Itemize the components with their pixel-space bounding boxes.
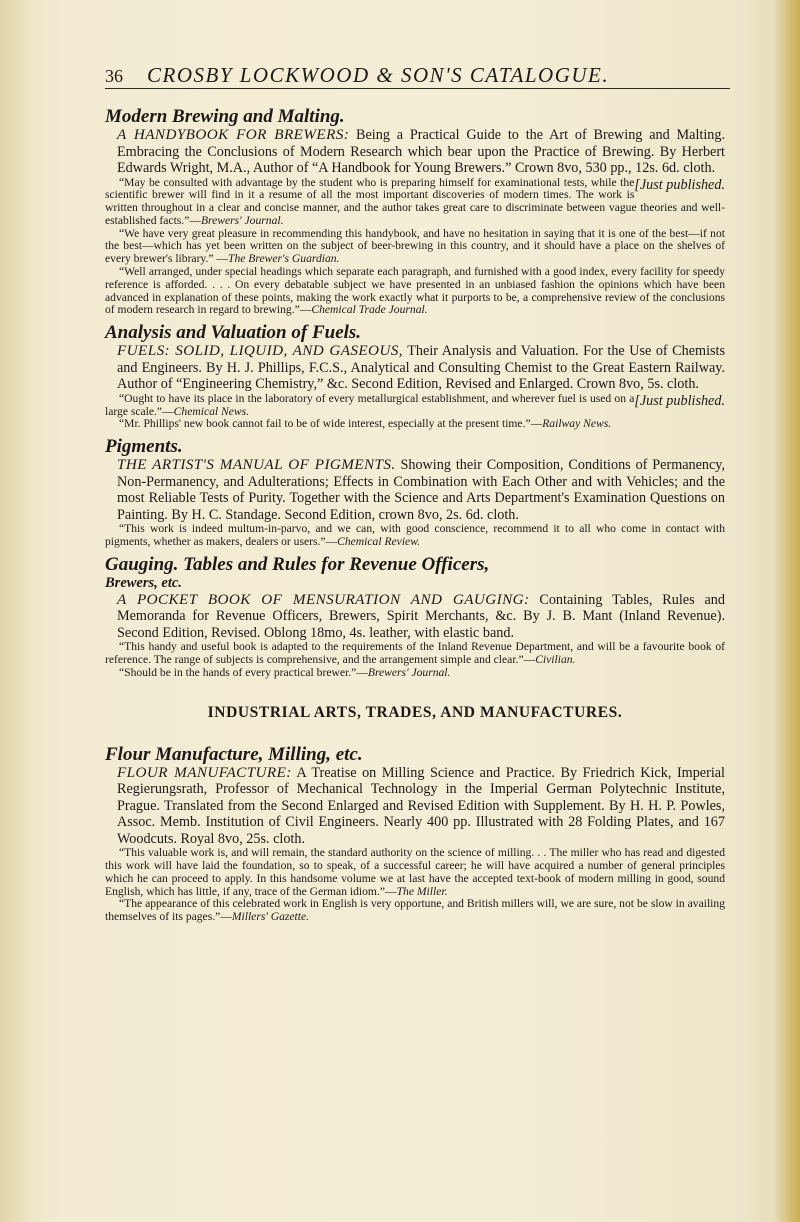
book-description: A Treatise on Milling Science and Practice. By Friedrich Kick, Imperial Regierungsrath, Professor of Mechanical Technology in the Imperial German Polytechnic Institute, Prague. Translated from the Second Enlarged and Revised Edition with Supplement. By H. H. P. Powles, Assoc. Memb. Institution of Civil Engineers. Nearly 400 pp. Illustrated with 28 Folding Plates, and 167 Woodcuts. Royal 8vo, 25s. cloth. [117,764,726,847]
running-head: CROSBY LOCKWOOD & SON'S CATALOGUE. [147,63,610,87]
section-brewing [105,106,725,317]
review-quote: “Ought to have its place in the laboratory of every metallurgical establishment, and wherever fuel is used on a large scale.”—Chemical News. [105,391,635,418]
published-note: [Just published. [634,176,725,193]
page-right-edge [774,0,800,1222]
book-description: Showing their Composition, Conditions of Permanency, Non-Permanency, and Adulterations; Effects in Combination with Each Other and with Vehicles; and the most Reliable Tests of Purity. Together with the Science and Arts Department's Examination Questions on Painting. By H. C. Standage. Second Edition, crown 8vo, 2s. 6d. cloth. [117,457,726,523]
review-source: Brewers' Journal. [367,665,451,679]
section-pigments [105,436,725,549]
section-title: Flour Manufacture, Milling, etc. [105,743,363,765]
review-quote: “This handy and useful book is adapted to the requirements of the Inland Revenue Department, and will be a favourite book of reference. The range of subjects is comprehensive, and the arrangement simple and clear.”—Civilian. [105,640,725,667]
section-fuels [105,322,725,431]
page-number: 36 [105,66,123,86]
review-quote: “This valuable work is, and will remain, the standard authority on the science of milling. . . The miller who has read and digested this work will have laid the foundation, so to speak, of a successful career; he will have acquired a number of general principles which he can proceed to apply. In this handsome volume we at last have the accepted text-book of modern milling in good, sound English, which has little, if any, trace of the German idiom.”—The Miller. [105,846,725,898]
review-source: Chemical Trade Journal. [311,303,428,317]
review-source: The Miller. [396,884,448,898]
book-title: FUELS: SOLID, LIQUID, AND GASEOUS, [117,342,403,360]
page-header [105,63,725,88]
book-description: Being a Practical Guide to the Art of Brewing and Malting. Embracing the Conclusions of Modern Research which bear upon the Practice of Brewing. By Herbert Edwards Wright, M.A., Author of “A Handbook for Young Brewers.” Crown 8vo, 530 pp., 12s. 6d. cloth. [117,127,726,176]
published-note: [Just published. [634,392,725,409]
book-title: A POCKET BOOK OF MENSURATION AND GAUGING: [117,590,530,608]
book-title: FLOUR MANUFACTURE: [117,763,292,781]
section-flour [105,744,725,924]
review-quote: “Mr. Phillips' new book cannot fail to be of wide interest, especially at the present time.”—Railway News. [119,417,612,431]
review-source: Chemical Review. [337,534,420,548]
book-entry [117,592,725,642]
review-quote: “Well arranged, under special headings which separate each paragraph, and furnished with a good index, every facility for speedy reference is afforded. . . . On every debatable subject we have presented in an unbiased fashion the opinions which have been advanced in explanation of these points, making the work exactly what it purports to be, a comprehensive review of the conclusions of modern research in regard to brewing.”—Chemical Trade Journal. [105,265,725,317]
section-gauging [105,554,725,680]
review-quote: “This work is indeed multum-in-parvo, and we can, with good conscience, recommend it to all who come in contact with pigments, whether as makers, dealers or users.”—Chemical Review. [105,522,725,548]
book-entry [117,765,725,848]
review-source: Chemical News. [173,404,250,418]
section-subtitle: Brewers, etc. [105,574,182,591]
review-source: Brewers' Journal. [200,213,284,227]
review-source: Railway News. [542,417,612,431]
book-title: THE ARTIST'S MANUAL OF PIGMENTS. [117,456,396,474]
review-quote: “The appearance of this celebrated work in English is very opportune, and British millers will, we are sure, not be slow in availing themselves of its pages.”—Millers' Gazette. [105,897,725,924]
section-title: Modern Brewing and Malting. [105,106,345,127]
division-heading: INDUSTRIAL ARTS, TRADES, AND MANUFACTURES. [207,703,623,721]
review-quote: “Should be in the hands of every practical brewer.”—Brewers' Journal. [119,665,451,679]
review-source: The Brewer's Guardian. [228,252,340,266]
section-title: Analysis and Valuation of Fuels. [105,322,362,344]
review-quote: “May be consulted with advantage by the student who is preparing himself for examinational tests, while the scientific brewer will find in it a resume of all the most important discoveries of modern times. The work is written throughout in a clear and concise manner, and the author takes great care to discriminate between vague theories and well-established facts.”—Brewers' Journal. [105,175,725,227]
page-left-edge [0,0,30,1222]
section-title: Gauging. Tables and Rules for Revenue Officers, [105,553,490,575]
review-quote: “We have very great pleasure in recommending this handybook, and have no hesitation in saying that it is one of the best—if not the best—which has yet been written on the subject of beer-brewing in this country, and it should have a place on the shelves of every brewer's library.” —The Brewer's Guardian. [105,226,725,266]
book-title: A HANDYBOOK FOR BREWERS: [117,126,350,143]
page-content [105,63,725,924]
book-entry [117,457,725,523]
review-source: Millers' Gazette. [231,910,310,924]
book-description: Their Analysis and Valuation. For the Use of Chemists and Engineers. By H. J. Phillips, F.C.S., Analytical and Consulting Chemist to the Great Eastern Railway. Author of “Engineering Chemistry,” &c. Second Edition, Revised and Enlarged. Crown 8vo, 5s. cloth. [117,343,725,393]
book-description: Containing Tables, Rules and Memoranda for Revenue Officers, Brewers, Spirit Merchants, &c. By J. B. Mant (Inland Revenue). Second Edition, Revised. Oblong 18mo, 4s. leather, with elastic band. [117,591,725,641]
book-entry [117,126,726,193]
section-title: Pigments. [105,436,183,458]
review-source: Civilian. [535,653,576,667]
